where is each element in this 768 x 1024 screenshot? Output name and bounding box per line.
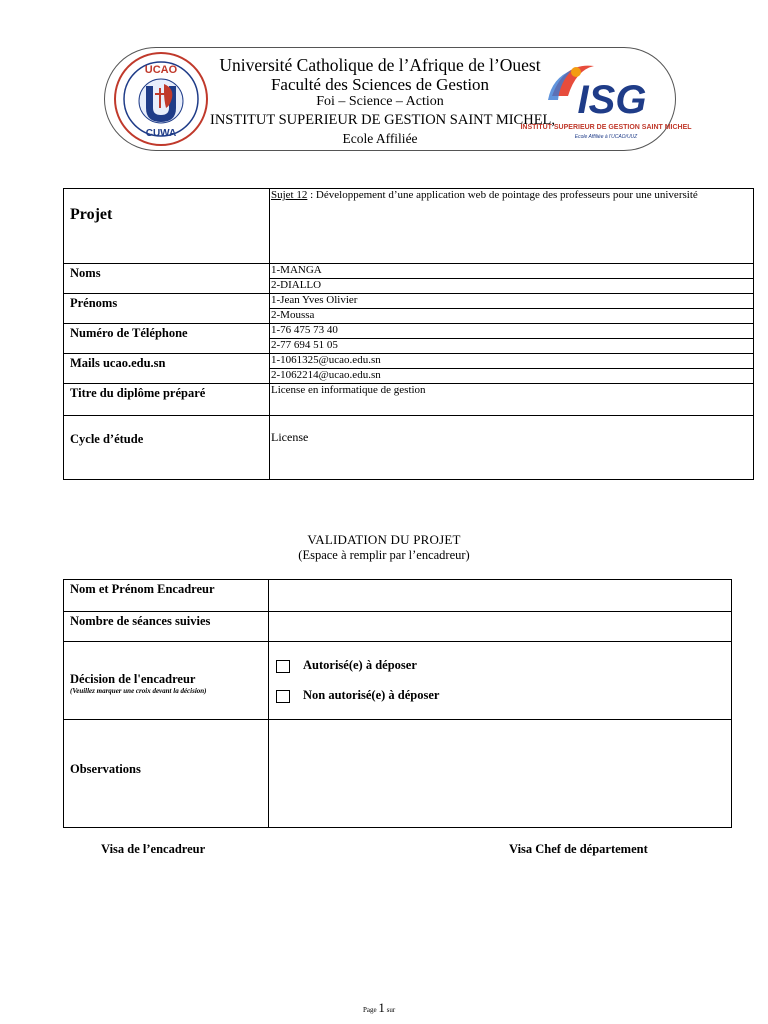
project-info-table: [63, 188, 754, 480]
footer-prefix: Page: [363, 1006, 379, 1014]
tel-1: 1-76 475 73 40: [270, 324, 753, 339]
mails-values: [270, 354, 754, 384]
noms-label-cell: [64, 264, 270, 294]
footer-suffix: sur: [384, 1006, 396, 1014]
cycle-label-cell: [64, 416, 270, 480]
page-number: 1: [378, 1000, 385, 1015]
mail-2: 2-1062214@ucao.edu.sn: [271, 368, 381, 381]
projet-label-cell: [64, 189, 270, 264]
nom-2: 2-DIALLO: [271, 278, 322, 291]
encadreur-field[interactable]: [269, 580, 732, 612]
tel-label: Numéro de Téléphone: [70, 326, 188, 340]
decision-note: (Veuillez marquer une croix devant la décision): [70, 687, 207, 695]
isg-logo-text: ISG: [577, 78, 647, 122]
cycle-value: License: [271, 430, 309, 444]
autorise-checkbox[interactable]: [276, 660, 290, 673]
diplome-label: Titre du diplôme préparé: [70, 386, 206, 400]
encadreur-label: Nom et Prénom Encadreur: [70, 582, 215, 596]
validation-title: VALIDATION DU PROJET: [307, 532, 461, 547]
tel-values: [270, 324, 754, 354]
diplome-label-cell: [64, 384, 270, 416]
observations-label-cell: [64, 720, 269, 828]
observations-label: Observations: [70, 762, 141, 776]
option-autorise[interactable]: [276, 658, 417, 673]
diplome-value: License en informatique de gestion: [271, 384, 426, 396]
prenom-1: 1-Jean Yves Olivier: [270, 294, 753, 309]
seances-label: Nombre de séances suivies: [70, 614, 211, 628]
tel-2: 2-77 694 51 05: [271, 338, 338, 351]
tel-label-cell: [64, 324, 270, 354]
sujet-link[interactable]: Sujet 12: [271, 189, 308, 201]
prenoms-label-cell: [64, 294, 270, 324]
cycle-cell: [270, 416, 754, 480]
option-non-autorise[interactable]: [276, 688, 439, 703]
prenoms-values: [270, 294, 754, 324]
decision-label: [64, 642, 268, 695]
nom-1: 1-MANGA: [270, 264, 753, 279]
mails-label: Mails ucao.edu.sn: [70, 356, 166, 370]
option-autorise-label: Autorisé(e) à déposer: [303, 658, 417, 672]
noms-label: Noms: [70, 266, 101, 280]
sujet-cell: [270, 189, 754, 264]
prenoms-label: Prénoms: [70, 296, 118, 310]
diplome-cell: [270, 384, 754, 416]
decision-options-cell: [269, 642, 732, 720]
ucao-logo-bottom-text: CUWA: [145, 128, 177, 139]
header-institute: INSTITUT SUPERIEUR DE GESTION SAINT MICHEL,: [210, 112, 556, 128]
validation-table: [63, 579, 732, 828]
ucao-logo-top-text: UCAO: [144, 64, 178, 76]
visa-encadreur: Visa de l’encadreur: [101, 842, 206, 856]
prenom-2: 2-Moussa: [271, 308, 315, 321]
header-motto: Foi – Science – Action: [316, 94, 444, 109]
page-footer: [363, 1000, 395, 1016]
option-non-autorise-label: Non autorisé(e) à déposer: [303, 688, 440, 702]
validation-subtitle: (Espace à remplir par l’encadreur): [298, 548, 470, 562]
mails-label-cell: [64, 354, 270, 384]
isg-logo-subcaption: Ecole Affiliée à l'UCAO/UUZ: [574, 134, 638, 140]
mail-1: 1-1061325@ucao.edu.sn: [270, 354, 753, 369]
ucao-logo: [112, 50, 210, 148]
seances-field[interactable]: [269, 612, 732, 642]
header-faculty: Faculté des Sciences de Gestion: [270, 75, 490, 94]
visa-chef-departement: Visa Chef de département: [509, 842, 648, 856]
encadreur-label-cell: [64, 580, 269, 612]
cycle-label: Cycle d’étude: [70, 432, 144, 446]
sujet-description: : Développement d’une application web de pointage des professeurs pour une université: [307, 189, 698, 201]
header-affiliation: Ecole Affiliée: [342, 131, 418, 146]
sujet-text: [270, 189, 753, 202]
projet-label: Projet: [70, 206, 113, 223]
seances-label-cell: [64, 612, 269, 642]
header-university: Université Catholique de l’Afrique de l’Ouest: [219, 55, 541, 75]
isg-logo-caption: INSTITUT SUPERIEUR DE GESTION SAINT MICHEL: [520, 124, 692, 131]
decision-label-text: Décision de l'encadreur: [70, 672, 196, 686]
non-autorise-checkbox[interactable]: [276, 690, 290, 703]
decision-label-cell: [64, 642, 269, 720]
observations-field[interactable]: [269, 720, 732, 828]
noms-values: [270, 264, 754, 294]
isg-logo: [520, 56, 692, 150]
